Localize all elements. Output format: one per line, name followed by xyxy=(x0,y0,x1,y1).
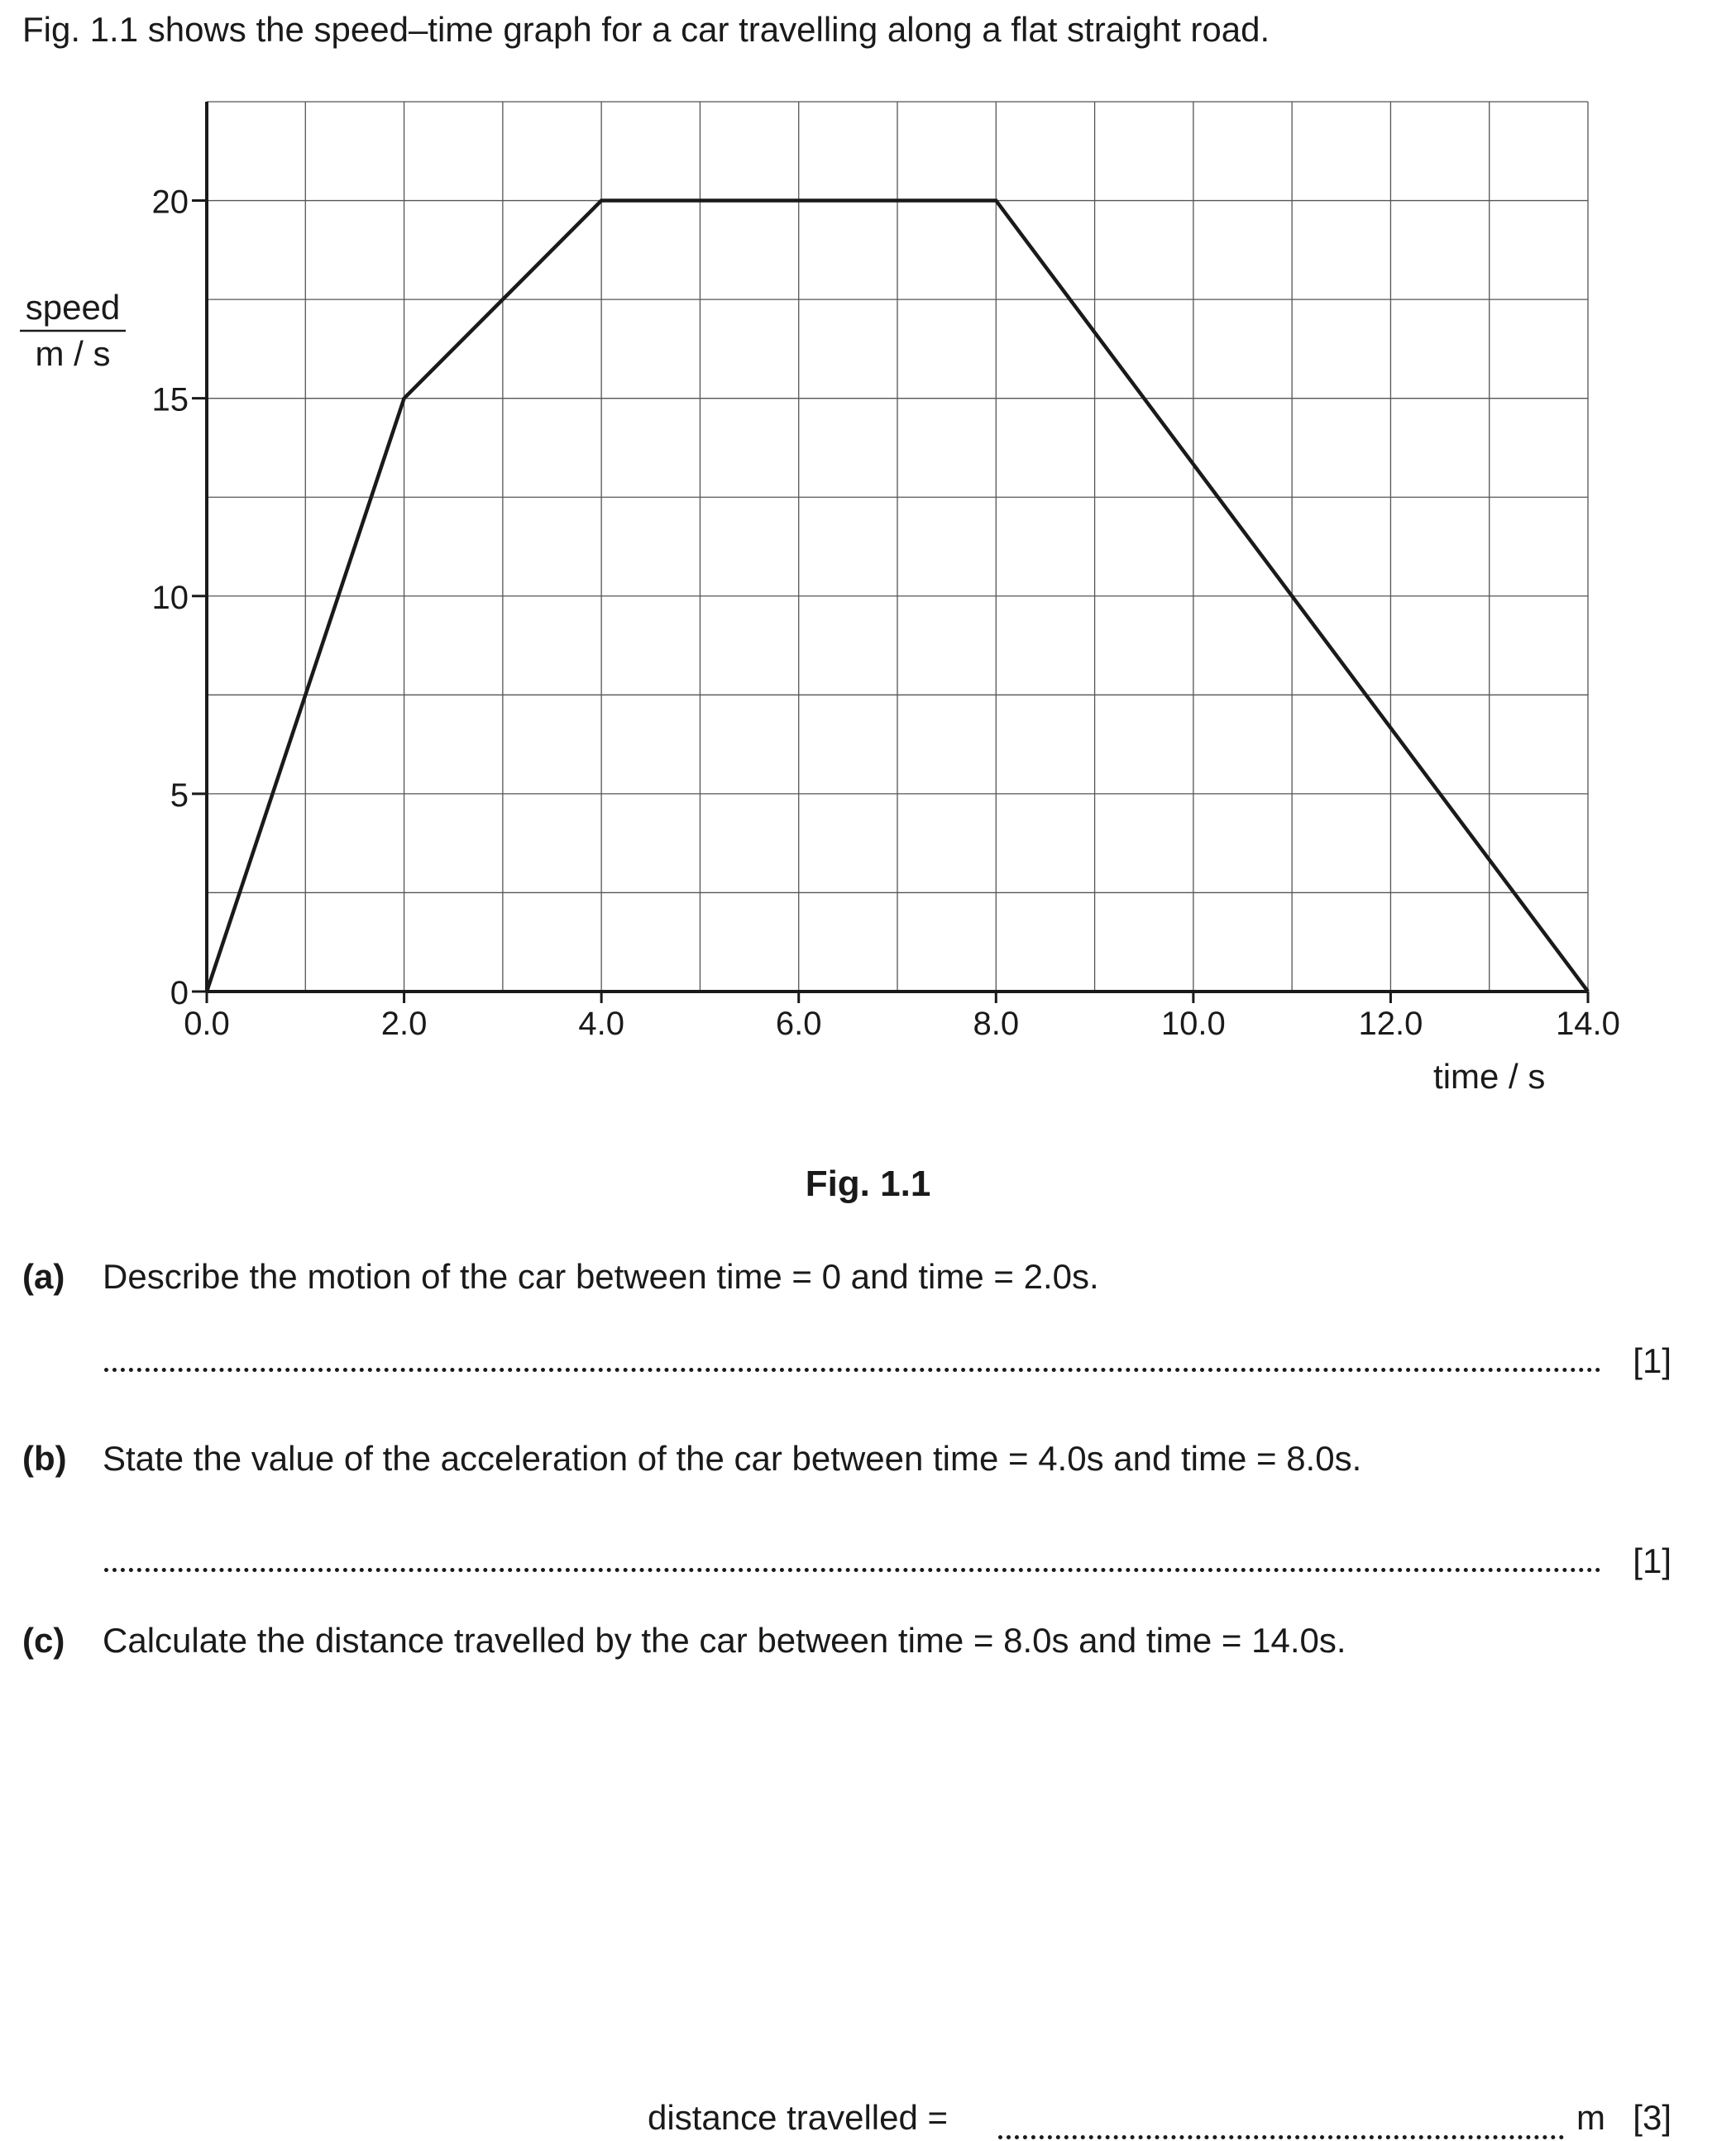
x-axis-label: time / s xyxy=(1433,1057,1546,1096)
question-a-label: (a) xyxy=(22,1257,65,1296)
question-c-text: Calculate the distance travelled by the car between time = 8.0s and time = 14.0s. xyxy=(103,1621,1346,1660)
question-b-marks: [1] xyxy=(1633,1541,1671,1580)
figure-caption: Fig. 1.1 xyxy=(805,1164,931,1204)
answer-line-b[interactable] xyxy=(104,1568,1601,1572)
x-tick-label: 10.0 xyxy=(1160,1006,1226,1042)
y-tick-label: 15 xyxy=(151,381,189,418)
question-c-label: (c) xyxy=(22,1621,65,1660)
x-tick-label: 4.0 xyxy=(578,1006,624,1042)
y-tick-label: 0 xyxy=(170,975,189,1011)
question-b-label: (b) xyxy=(22,1439,67,1478)
chart-labels xyxy=(20,184,1620,1096)
x-tick-label: 12.0 xyxy=(1358,1006,1423,1042)
y-tick-label: 10 xyxy=(151,579,189,616)
answer-line-c[interactable] xyxy=(998,2135,1564,2139)
x-tick-label: 6.0 xyxy=(775,1006,822,1042)
question-a-text: Describe the motion of the car between time = 0 and time = 2.0s. xyxy=(103,1257,1099,1296)
y-tick-label: 5 xyxy=(170,777,189,814)
y-axis-label-top: speed xyxy=(25,288,121,327)
chart-grid xyxy=(207,102,1588,992)
answer-line-a[interactable] xyxy=(104,1368,1601,1372)
x-tick-label: 2.0 xyxy=(380,1006,428,1042)
distance-answer-label: distance travelled = xyxy=(648,2098,949,2137)
chart-axes xyxy=(192,102,1588,1003)
x-tick-label: 0.0 xyxy=(184,1006,230,1042)
x-tick-label: 14.0 xyxy=(1556,1006,1620,1042)
intro-text: Fig. 1.1 shows the speed–time graph for a car travelling along a flat straight road. xyxy=(22,10,1270,49)
x-tick-label: 8.0 xyxy=(973,1006,1020,1042)
distance-unit: m xyxy=(1576,2098,1605,2137)
y-axis-label-bottom: m / s xyxy=(35,334,111,373)
question-a-marks: [1] xyxy=(1633,1341,1671,1380)
y-tick-label: 20 xyxy=(151,184,189,221)
question-b-text: State the value of the acceleration of the car between time = 4.0s and time = 8.0s. xyxy=(103,1439,1362,1478)
question-c-marks: [3] xyxy=(1633,2098,1671,2137)
